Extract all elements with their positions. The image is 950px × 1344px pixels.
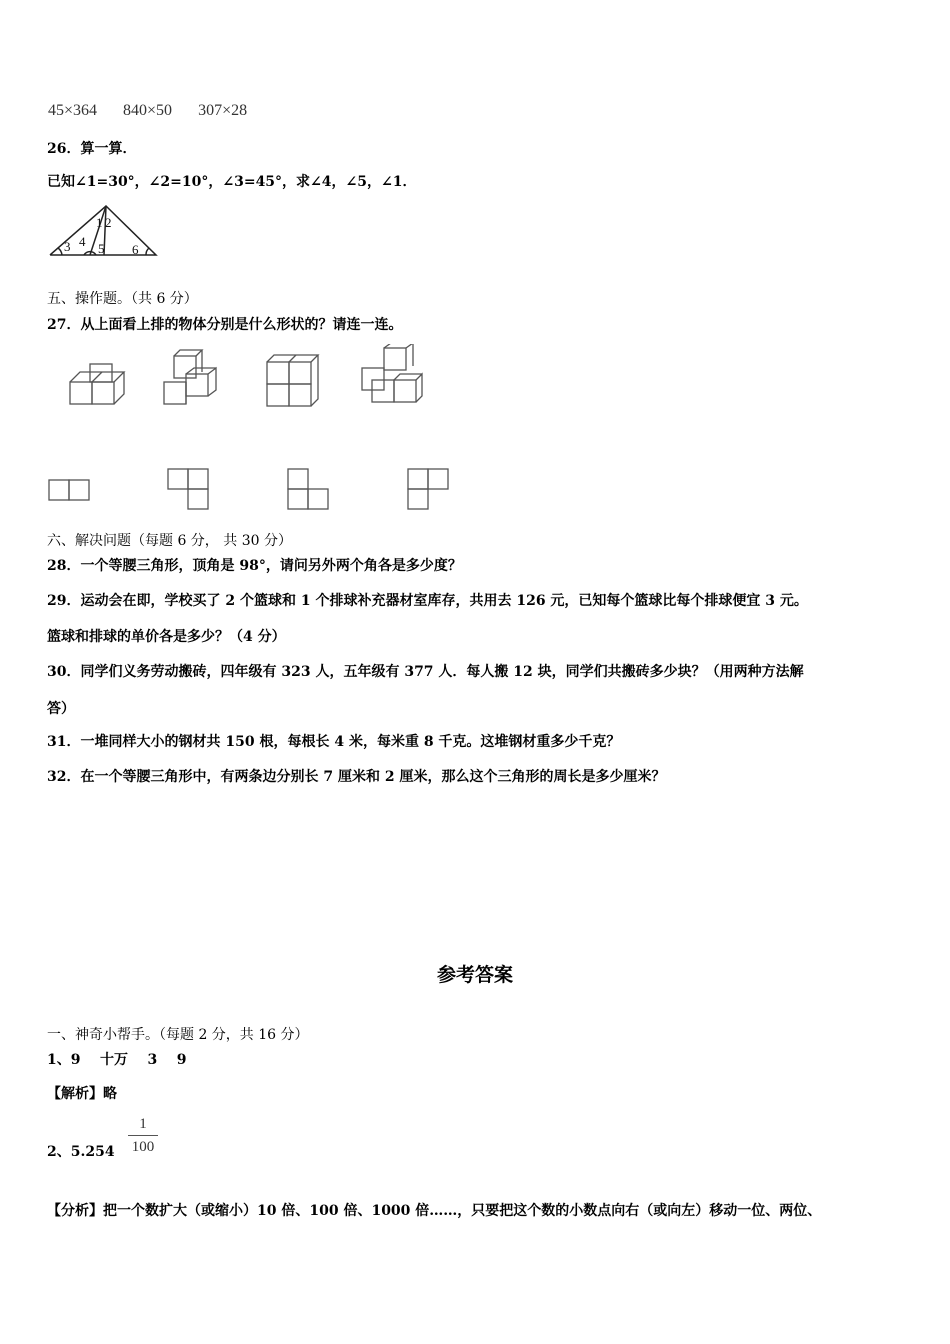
q31-text: 31．一堆同样大小的钢材共 150 根，每根长 4 米，每米重 8 千克。这堆钢材重多少千克？ — [47, 734, 621, 750]
answers-title: 参考答案 — [436, 964, 513, 986]
q29-text-line2: 篮球和排球的单价各是多少？（4 分） — [47, 629, 286, 645]
cube-objects — [64, 344, 454, 414]
fraction-bar — [128, 1135, 158, 1136]
answer-2-fraction — [128, 1115, 158, 1156]
angle-label-2: 2 — [105, 215, 112, 230]
exercise-3: 307×28 — [198, 102, 248, 119]
q27-text: 27．从上面看上排的物体分别是什么形状的？请连一连。 — [47, 317, 403, 333]
fraction-denominator: 100 — [131, 1139, 155, 1155]
exercise-2: 840×50 — [123, 102, 173, 119]
angle-label-3: 3 — [64, 239, 71, 254]
q26-given: 已知∠1=30°，∠2=10°，∠3=45°，求∠4，∠5，∠1． — [47, 174, 417, 190]
q30-text-line2: 答） — [47, 701, 75, 717]
multiplication-exercises — [48, 102, 269, 120]
answer-2: 2、5.254 — [47, 1144, 115, 1160]
exercise-1: 45×364 — [48, 102, 98, 119]
section-6-heading: 六、解决问题（每题 6 分， 共 30 分） — [47, 533, 292, 549]
fraction-numerator: 1 — [139, 1116, 147, 1132]
angle-label-5: 5 — [98, 241, 105, 256]
angle-label-4: 4 — [79, 234, 86, 249]
top-view-shapes — [46, 466, 466, 514]
answer-section-1-heading: 一、神奇小帮手。（每题 2 分，共 16 分） — [47, 1027, 309, 1043]
answer-1-analysis: 【解析】略 — [47, 1086, 117, 1102]
section-5-heading: 五、操作题。（共 6 分） — [47, 291, 198, 307]
answer-1: 1、9 十万 3 9 — [47, 1052, 187, 1068]
angle-label-1: 1 — [96, 215, 103, 230]
angle-label-6: 6 — [132, 242, 139, 257]
q30-text-line1: 30．同学们义务劳动搬砖，四年级有 323 人，五年级有 377 人．每人搬 12 块，同学们共搬砖多少块？（用两种方法解 — [47, 664, 804, 680]
angle-triangle-figure — [48, 203, 160, 259]
answer-2-analysis: 【分析】把一个数扩大（或缩小）10 倍、100 倍、1000 倍……，只要把这个数的小数点向右（或向左）移动一位、两位、 — [47, 1203, 822, 1219]
q28-text: 28．一个等腰三角形，顶角是 98°，请问另外两个角各是多少度？ — [47, 558, 462, 574]
q32-text: 32．在一个等腰三角形中，有两条边分别长 7 厘米和 2 厘米，那么这个三角形的周长是多少厘米？ — [47, 769, 666, 785]
q26-title: 26．算一算． — [47, 141, 137, 157]
q29-text-line1: 29．运动会在即，学校买了 2 个篮球和 1 个排球补充器材室库存，共用去 126 元，已知每个篮球比每个排球便宜 3 元。 — [47, 593, 808, 609]
